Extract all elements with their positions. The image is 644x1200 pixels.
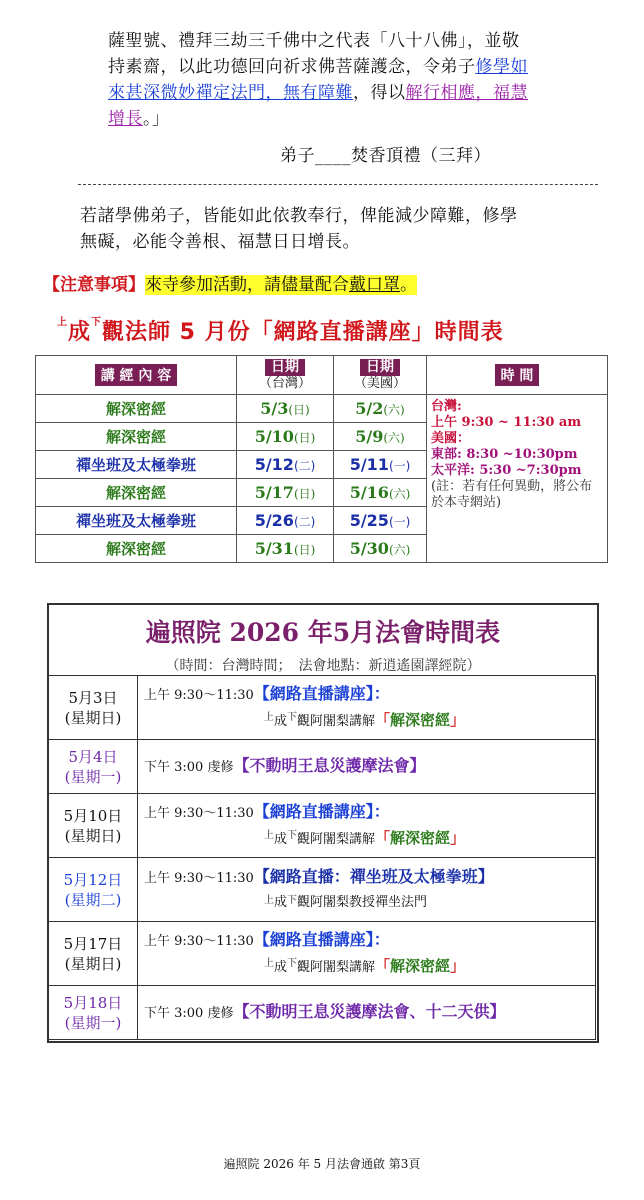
- ceremony-date: 5月17日 (星期日): [49, 922, 138, 986]
- lecture-schedule-title: $^上$成$^下$觀法師 5 月份「網路直播講座」時間表: [57, 317, 504, 345]
- ceremony-date: 5月10日 (星期日): [49, 794, 138, 858]
- closing-line: 無礙，必能令善根、福慧日日增長。: [80, 232, 360, 252]
- table-row: [49, 740, 596, 794]
- header-time: 時 間: [427, 356, 608, 395]
- closing-paragraph: [80, 203, 610, 255]
- closing-line: 若諸學佛弟子，皆能如此依教奉行，俾能減少障難，修學: [80, 206, 518, 226]
- signature-line: 弟子____焚香頂禮（三拜）: [280, 146, 491, 166]
- table-row: [49, 922, 596, 986]
- table-row: [49, 676, 596, 740]
- date-tw: 5/3(日): [237, 395, 334, 423]
- ceremony-table: [48, 675, 596, 1040]
- date-tw: 5/17(日): [237, 479, 334, 507]
- lecture-content: 禪坐班及太極拳班: [36, 451, 237, 479]
- lecture-schedule-table: [35, 355, 608, 563]
- date-tw: 5/10(日): [237, 423, 334, 451]
- ceremony-date: 5月4日 (星期一): [49, 740, 138, 794]
- table-row: [49, 986, 596, 1040]
- date-tw: 5/31(日): [237, 535, 334, 563]
- table-row: [49, 858, 596, 922]
- intro-line: 來甚深微妙禪定法門，無有障難，得以解行相應，福慧: [108, 83, 528, 103]
- table-row: [49, 794, 596, 858]
- header-content: 講 經 內 容: [36, 356, 237, 395]
- ceremony-event: 上午 9:30～11:30【網路直播：禪坐班及太極拳班】 $^上$成$^下$觀阿闍梨教授禪坐法門: [138, 858, 596, 922]
- time-info: 台灣: 上午 9:30 ~ 11:30 am 美國： 東部: 8:30 ~10:30pm 太平洋: 5:30 ~7:30pm (註：若有任何異動，將公布於本寺網站): [427, 395, 608, 563]
- date-us: 5/30(六): [334, 535, 427, 563]
- lecture-content: 解深密經: [36, 479, 237, 507]
- ceremony-event: 下午 3:00 虔修【不動明王息災護摩法會、十二天供】: [138, 986, 596, 1040]
- date-us: 5/9(六): [334, 423, 427, 451]
- ceremony-title: 遍照院 2026 年5月法會時間表: [145, 618, 501, 647]
- intro-line: 持素齋，以此功德回向祈求佛菩薩護念，令弟子修學如: [108, 57, 528, 77]
- page-footer: 遍照院 2026 年 5 月法會通啟 第3頁: [223, 1157, 421, 1171]
- date-us: 5/2(六): [334, 395, 427, 423]
- date-tw: 5/26(二): [237, 507, 334, 535]
- dashed-divider: [78, 184, 598, 185]
- notice-label: 【注意事項】: [43, 275, 145, 295]
- lecture-content: 禪坐班及太極拳班: [36, 507, 237, 535]
- lecture-content: 解深密經: [36, 423, 237, 451]
- date-us: 5/16(六): [334, 479, 427, 507]
- notice-text: 來寺參加活動，請儘量配合戴口罩。: [145, 275, 417, 295]
- ceremony-event: 上午 9:30～11:30【網路直播講座】： $^上$成$^下$觀阿闍梨講解「解深密經」: [138, 922, 596, 986]
- ceremony-event: 上午 9:30～11:30【網路直播講座】： $^上$成$^下$觀阿闍梨講解「解深密經」: [138, 676, 596, 740]
- date-us: 5/11(一): [334, 451, 427, 479]
- header-date-tw: 日期 （台灣）: [237, 356, 334, 395]
- ceremony-event: 上午 9:30～11:30【網路直播講座】： $^上$成$^下$觀阿闍梨講解「解深密經」: [138, 794, 596, 858]
- ceremony-date: 5月3日 (星期日): [49, 676, 138, 740]
- intro-line: 薩聖號、禮拜三劫三千佛中之代表「八十八佛」，並敬: [108, 31, 520, 51]
- date-tw: 5/12(二): [237, 451, 334, 479]
- ceremony-date: 5月12日 (星期二): [49, 858, 138, 922]
- ceremony-event: 下午 3:00 虔修【不動明王息災護摩法會】: [138, 740, 596, 794]
- intro-line: 增長。」: [108, 109, 170, 129]
- date-us: 5/25(一): [334, 507, 427, 535]
- ceremony-date: 5月18日 (星期一): [49, 986, 138, 1040]
- intro-paragraph: [108, 28, 608, 132]
- lecture-content: 解深密經: [36, 535, 237, 563]
- notice: [43, 270, 417, 295]
- ceremony-subtitle: （時間：台灣時間； 法會地點：新逍遙園譯經院）: [165, 658, 481, 674]
- header-date-us: 日期 （美國）: [334, 356, 427, 395]
- lecture-content: 解深密經: [36, 395, 237, 423]
